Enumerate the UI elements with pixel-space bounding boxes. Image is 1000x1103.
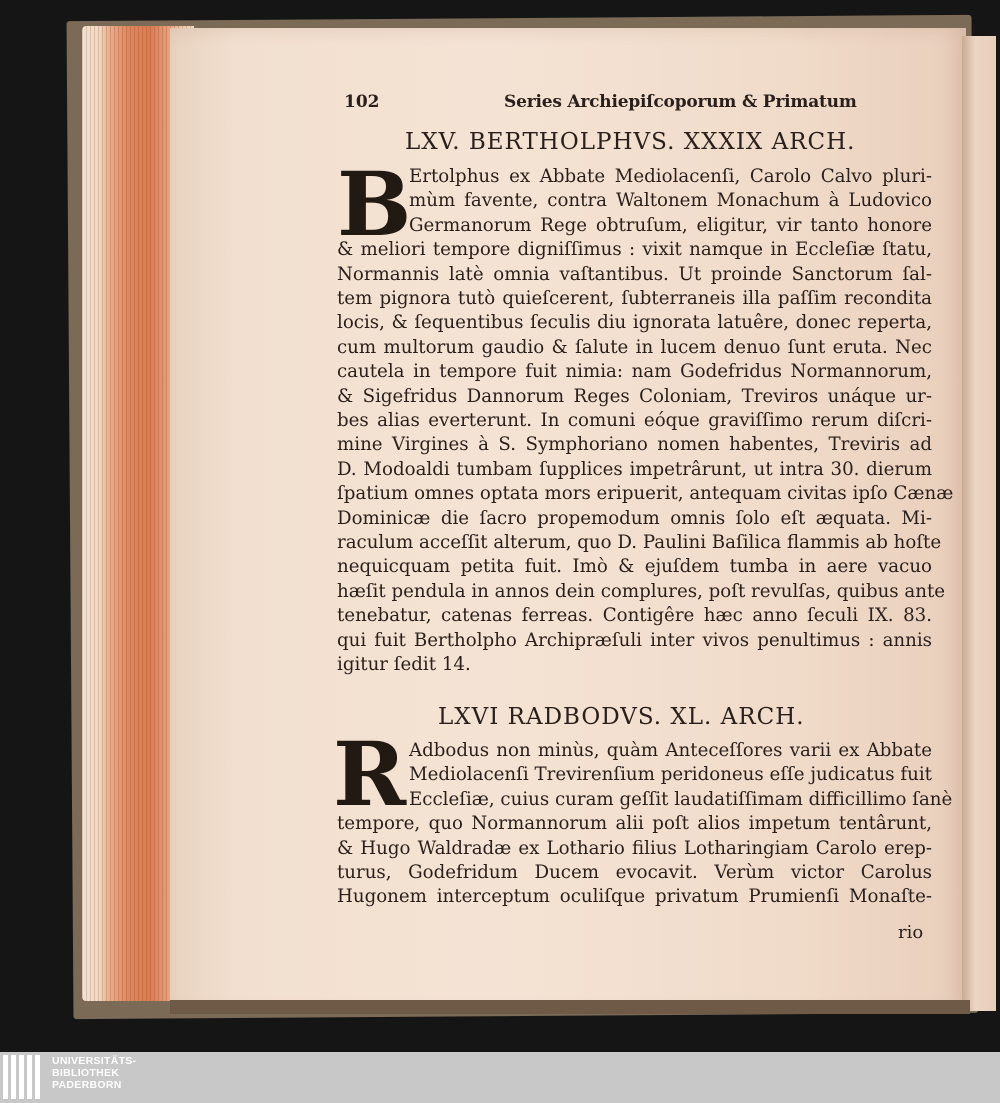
text-line: & Hugo Waldradæ ex Lothario filius Lotharingiam Carolo erep-: [337, 837, 932, 859]
library-footer: [0, 1052, 1000, 1103]
text-line: Normannis latè omnia vaſtantibus. Ut proinde Sanctorum ſal-: [337, 263, 932, 285]
library-line: BIBLIOTHEK: [52, 1067, 120, 1079]
text-line: Mediolacenſi Trevirenſium peridoneus eſſe judicatus fuit: [409, 764, 932, 786]
text-line: mùm favente, contra Waltonem Monachum à Ludovico: [409, 190, 932, 212]
page-number: 102: [344, 92, 380, 112]
text-line: tempore, quo Normannorum alii poſt alios impetum tentârunt,: [337, 813, 932, 835]
text-line: igitur ſedit 14.: [337, 654, 471, 675]
text-line: & Sigefridus Dannorum Reges Coloniam, Treviros unáque ur-: [337, 385, 932, 407]
text-line: Adbodus non minùs, quàm Anteceſſores varii ex Abbate: [409, 740, 932, 761]
text-line: raculum acceſſit alterum, quo D. Paulini Baſilica flammis ab hoſte: [337, 532, 942, 553]
text-line: qui fuit Bertholpho Archipræſuli inter vivos penultimus : annis: [337, 629, 932, 651]
section-heading: LXVI RADBODVS. XL. ARCH.: [438, 704, 805, 730]
library-line: PADERBORN: [52, 1079, 122, 1091]
text-line: Germanorum Rege obtruſum, eligitur, vir tanto honore: [409, 214, 932, 236]
text-line: mine Virgines à S. Symphoriano nomen habentes, Treviris ad: [337, 434, 932, 456]
text-line: nequicquam petita fuit. Imò & ejuſdem tumba in aere vacuo: [337, 556, 932, 578]
running-title: Series Archiepiſcoporum & Primatum: [504, 92, 857, 112]
text-line: Eccleſiæ, cuius curam geſſit laudatiſſimam difficillimo ſanè: [409, 788, 953, 810]
section-heading: LXV. BERTHOLPHVS. XXXIX ARCH.: [405, 129, 856, 155]
catchword: rio: [898, 922, 924, 943]
text-line: locis, & ſequentibus ſeculis diu ignorata latuêre, donec reperta,: [337, 312, 932, 334]
text-line: Hugonem interceptum oculiſque privatum Prumienſi Monaſte-: [337, 886, 932, 908]
text-line: D. Modoaldi tumbam ſupplices impetrârunt, ut intra 30. dierum: [337, 458, 932, 480]
library-line: UNIVERSITÄTS-: [52, 1055, 137, 1067]
text-line: turus, Godefridum Ducem evocavit. Verùm victor Carolus: [337, 862, 932, 883]
facing-page-edge: [962, 36, 996, 1011]
text-line: & meliori tempore digniſſimus : vixit namque in Eccleſiæ ſtatu,: [337, 239, 932, 261]
drop-capital: B: [337, 152, 412, 256]
text-line: tenebatur, catenas ferreas. Contigêre hæc anno ſeculi IX. 83.: [337, 605, 932, 627]
text-line: tem pignora tutò quieſcerent, ſubterraneis illa paſſim recondita: [337, 288, 932, 309]
text-line: Dominicæ die ſacro propemodum omnis ſolo eſt æquata. Mi-: [337, 507, 932, 529]
text-line: ſpatium omnes optata mors eripuerit, antequam civitas ipſo Cænæ: [337, 483, 954, 505]
library-logo-icon: [3, 1055, 45, 1099]
text-line: bes alias everterunt. In comuni eóque graviſſimo rerum diſcri-: [337, 410, 932, 431]
page-bottom-shadow: [170, 1000, 970, 1014]
drop-capital: R: [333, 722, 407, 826]
text-line: hæſit pendula in annos dein complures, poſt revulſas, quibus ante: [337, 580, 946, 602]
text-line: cum multorum gaudio & ſalute in lucem denuo ſunt eruta. Nec: [337, 336, 932, 358]
text-line: Ertolphus ex Abbate Mediolacenſi, Carolo Calvo pluri-: [409, 166, 932, 187]
library-name: [52, 1055, 136, 1091]
text-line: cautela in tempore fuit nimia: nam Godefridus Normannorum,: [337, 361, 932, 383]
